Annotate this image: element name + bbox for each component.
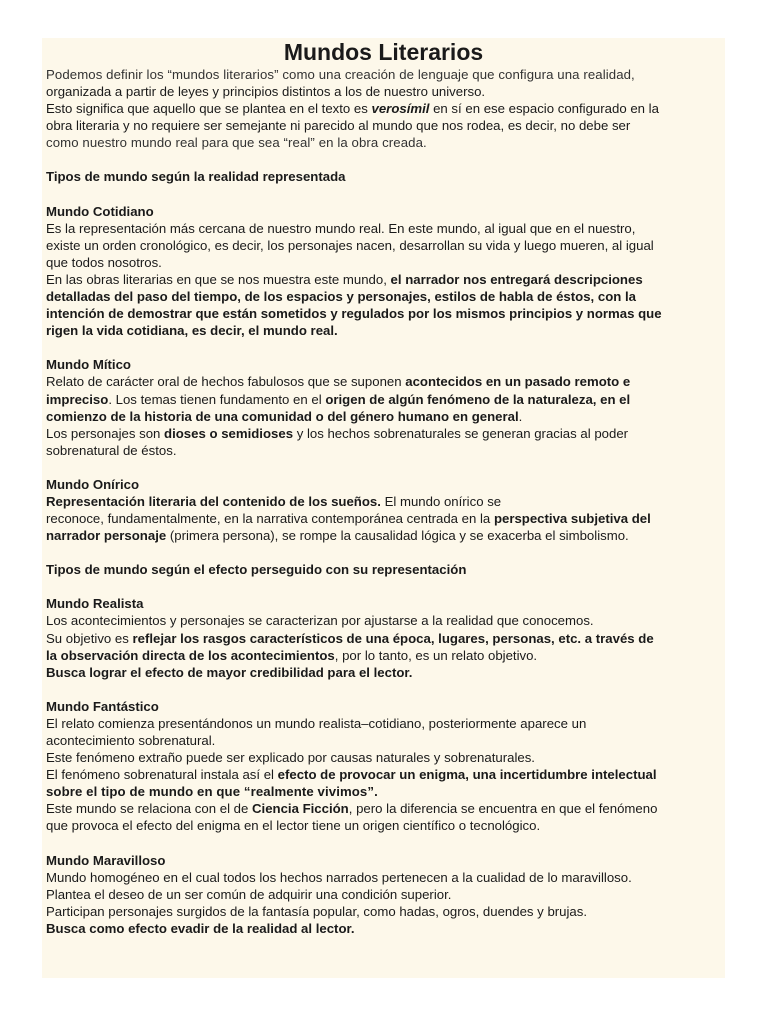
paragraph-line: que provoca el efecto del enigma en el lector tiene un origen científico o tecnológico. (46, 818, 541, 834)
paragraph-line: sobre el tipo de mundo en que “realmente vivimos”. (46, 784, 378, 800)
paragraph-line: que todos nosotros. (46, 254, 162, 270)
intro-line: obra literaria y no requiere ser semejante ni parecido al mundo que nos rodea, es decir, no debe ser (46, 118, 631, 134)
paragraph-line: Es la representación más cercana de nuestro mundo real. En este mundo, al igual que en el nuestro, (46, 220, 636, 236)
paragraph-line: comienzo de la historia de una comunidad o del género humano en general. (46, 408, 523, 424)
paragraph-line: la observación directa de los acontecimientos, por lo tanto, es un relato objetivo. (46, 647, 538, 663)
subsection-heading: Mundo Realista (46, 596, 144, 612)
page-title: Mundos Literarios (283, 39, 484, 65)
subsection-heading: Mundo Maravilloso (46, 852, 166, 868)
paragraph-line: narrador personaje (primera persona), se rompe la causalidad lógica y se exacerba el simbolismo. (46, 528, 629, 544)
paragraph-line: Este mundo se relaciona con el de Ciencia Ficción, pero la diferencia se encuentra en que el fenómeno (46, 801, 658, 817)
paragraph-line: Mundo homogéneo en el cual todos los hechos narrados pertenecen a la cualidad de lo maravilloso. (46, 869, 632, 885)
subsection-heading: Mundo Cotidiano (46, 203, 154, 219)
intro-line: organizada a partir de leyes y principios distintos a los de nuestro universo. (46, 84, 486, 100)
paragraph-line: sobrenatural de éstos. (46, 442, 177, 458)
paragraph-line: detalladas del paso del tiempo, de los espacios y personajes, estilos de habla de éstos, con la (46, 289, 636, 305)
paragraph-line: Plantea el deseo de un ser común de adquirir una condición superior. (46, 886, 452, 902)
intro-line: Podemos definir los “mundos literarios” como una creación de lenguaje que configura una realidad, (46, 67, 635, 82)
subsection-heading: Mundo Onírico (46, 476, 140, 492)
subsection-heading: Mundo Mítico (46, 357, 131, 373)
paragraph-line: acontecimiento sobrenatural. (46, 733, 216, 748)
section-heading: Tipos de mundo según la realidad representada (46, 169, 346, 185)
paragraph-line: Representación literaria del contenido de los sueños. El mundo onírico se (46, 493, 502, 509)
paragraph-line: intención de demostrar que están sometidos y regulados por los mismos principios y normas que (46, 306, 662, 322)
paragraph-line: Busca como efecto evadir de la realidad al lector. (46, 920, 355, 936)
paragraph-line: Su objetivo es reflejar los rasgos característicos de una época, lugares, personas, etc. a través de (46, 630, 654, 646)
paragraph-line: reconoce, fundamentalmente, en la narrativa contemporánea centrada en la perspectiva subjetiva del (46, 511, 651, 527)
section-heading: Tipos de mundo según el efecto perseguido con su representación (46, 562, 467, 578)
paragraph-line: existe un orden cronológico, es decir, los personajes nacen, desarrollan su vida y luego mueren, al igual (46, 237, 654, 253)
paragraph-line: rigen la vida cotidiana, es decir, el mundo real. (46, 323, 338, 339)
emphasis-text: verosímil (371, 101, 430, 117)
intro-line: como nuestro mundo real para que sea “real” en la obra creada. (46, 135, 427, 151)
document-page (42, 38, 725, 978)
document-body (46, 66, 721, 937)
paragraph-line: Relato de carácter oral de hechos fabulosos que se suponen acontecidos en un pasado remoto e (46, 374, 631, 390)
intro-line: Esto significa que aquello que se plantea en el texto es verosímil en sí en ese espacio configurado en la (46, 101, 659, 117)
paragraph-line: El relato comienza presentándonos un mundo realista–cotidiano, posteriormente aparece un (46, 715, 587, 731)
paragraph-line: Los acontecimientos y personajes se caracterizan por ajustarse a la realidad que conocemos. (46, 613, 594, 629)
paragraph-line: Los personajes son dioses o semidioses y los hechos sobrenaturales se generan gracias al poder (46, 425, 629, 441)
paragraph-line: impreciso. Los temas tienen fundamento en el origen de algún fenómeno de la naturaleza, en el (46, 391, 631, 407)
paragraph-line: Busca lograr el efecto de mayor credibilidad para el lector. (46, 664, 413, 680)
subsection-heading: Mundo Fantástico (46, 698, 159, 714)
paragraph-line: Participan personajes surgidos de la fantasía popular, como hadas, ogros, duendes y brujas. (46, 903, 588, 919)
paragraph-line: Este fenómeno extraño puede ser explicado por causas naturales y sobrenaturales. (46, 750, 535, 766)
paragraph-line: El fenómeno sobrenatural instala así el efecto de provocar un enigma, una incertidumbre intelectual (46, 767, 657, 783)
paragraph-line: En las obras literarias en que se nos muestra este mundo, el narrador nos entregará descripciones (46, 271, 643, 287)
